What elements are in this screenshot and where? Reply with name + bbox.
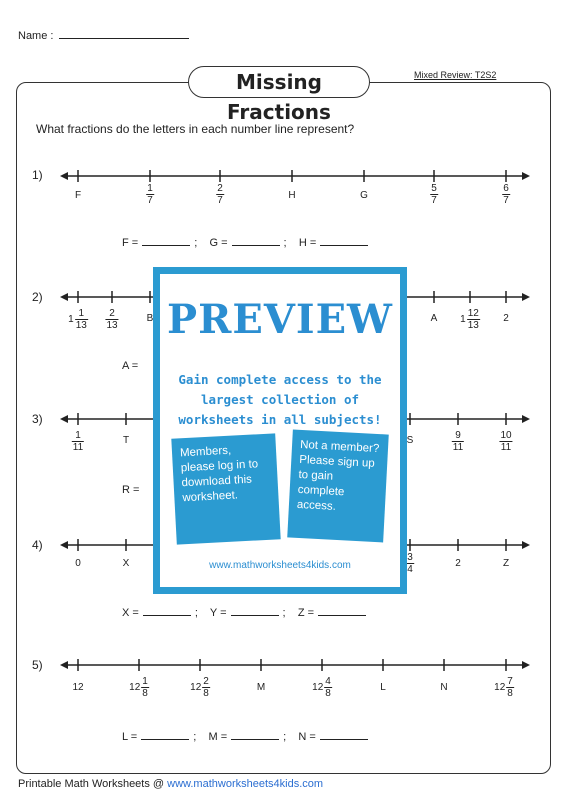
mixed-number-label: 12 $\frac{7}{8}$ [494,676,513,699]
problem-3-number: 3) [32,412,43,426]
answer-blank[interactable] [141,730,189,740]
name-line [59,28,189,39]
label-A: A [430,313,438,324]
label-N: N [440,682,448,693]
answer-blank[interactable] [232,236,280,246]
label-12: 12 [72,682,84,693]
number-line-5 [60,659,530,671]
fraction-label: $\frac{2}{13}$ [106,308,118,331]
fraction-label: $\frac{2}{7}$ [217,183,223,206]
fraction-label: $\frac{6}{7}$ [503,183,509,206]
name-field [18,28,189,42]
answer-row-1: F = ; G = ; H = [122,236,372,249]
answer-blank[interactable] [231,606,279,616]
preview-overlay [153,267,407,594]
label-2: 2 [455,558,461,569]
fraction-label: $\frac{9}{11}$ [452,430,464,453]
answer-blank[interactable] [320,236,368,246]
signup-card[interactable]: Not a member? Please sign up to gain complete access. [287,430,389,543]
mixed-number-label: 12 $\frac{1}{8}$ [129,676,148,699]
fraction-label: $\frac{1}{11}$ [72,430,84,453]
worksheet-title: Missing Fractions [188,66,370,98]
fraction-label: $\frac{10}{11}$ [500,430,512,453]
label-H: H [288,190,296,201]
answer-blank[interactable] [231,730,279,740]
name-label: Name : [18,30,54,42]
label-T: T [122,435,130,446]
answer-blank[interactable] [143,606,191,616]
label-2: 2 [503,313,509,324]
mixed-number-label: 1 $\frac{1}{13}$ [68,308,87,331]
preview-url-link[interactable]: www.mathworksheets4kids.com [209,560,351,571]
members-login-card[interactable]: Members, please log in to download this worksheet. [171,433,280,544]
label-F: F [74,190,82,201]
label-Z: Z [502,558,510,569]
fraction-label: $\frac{1}{7}$ [147,183,153,206]
fraction-label: $\frac{5}{7}$ [431,183,437,206]
label-M: M [256,682,266,693]
answer-row-2: A = [122,360,139,372]
footer-link[interactable]: www.mathworksheets4kids.com [167,778,324,790]
question-text: What fractions do the letters in each number line represent? [36,122,355,136]
answer-blank[interactable] [142,236,190,246]
label-G: G [360,190,368,201]
problem-1-number: 1) [32,168,43,182]
answer-blank[interactable] [318,606,366,616]
footer [18,778,323,790]
preview-title: PREVIEW [167,296,393,343]
answer-row-4: X = ; Y = ; Z = [122,606,370,619]
preview-subtitle: Gain complete access to the largest collection of worksheets in all subjects! [178,372,382,427]
label-S: S [406,435,414,446]
fraction-label: $\frac{3}{4}$ [407,552,413,575]
problem-2-number: 2) [32,290,43,304]
footer-text: Printable Math Worksheets @ [18,778,165,790]
mixed-number-label: 1 $\frac{12}{13}$ [460,308,479,331]
problem-5-number: 5) [32,658,43,672]
problem-4-number: 4) [32,538,43,552]
mixed-review-label: Mixed Review: T2S2 [414,70,497,80]
label-L: L [380,682,386,693]
answer-row-5: L = ; M = ; N = [122,730,372,743]
number-line-1 [60,170,530,182]
label-0: 0 [75,558,81,569]
answer-row-3: R = [122,484,140,496]
answer-blank[interactable] [320,730,368,740]
label-X: X [122,558,130,569]
problem-1 [0,176,565,216]
label-B: B [146,313,154,324]
mixed-number-label: 12 $\frac{2}{8}$ [190,676,209,699]
mixed-number-label: 12 $\frac{4}{8}$ [312,676,331,699]
